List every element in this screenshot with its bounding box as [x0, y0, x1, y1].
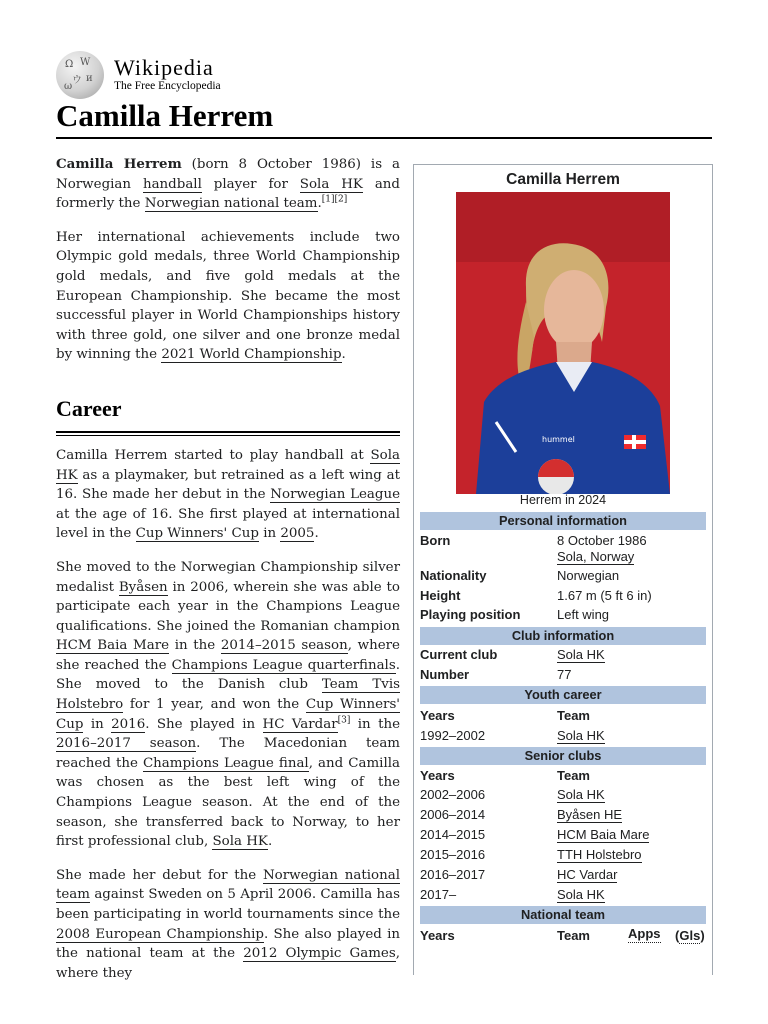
- born-date: 8 October 1986: [557, 533, 647, 548]
- section-heading-career: Career: [56, 395, 122, 421]
- article-body: [56, 155, 400, 997]
- link-hc-vardar[interactable]: HC Vardar: [262, 716, 338, 732]
- text: , and Camilla was chosen as the best left wing of the Champions League season. At the end of the season, she transferred back to Norway, to her first professional club,: [56, 755, 400, 850]
- link-team[interactable]: Sola HK: [557, 728, 605, 743]
- link-2012-olympic-games[interactable]: 2012 Olympic Games: [243, 946, 396, 962]
- section-divider: [56, 431, 400, 436]
- text: She made her debut for the: [56, 867, 263, 883]
- text: She moved to the Norwegian Championship silver medalist: [56, 559, 400, 595]
- link-norwegian-national-team[interactable]: Norwegian national team: [144, 196, 318, 212]
- col-team-label: Team: [557, 928, 590, 943]
- row-born-place: [420, 547, 706, 566]
- link-sola-hk[interactable]: Sola HK: [557, 647, 605, 662]
- link-team[interactable]: HC Vardar: [557, 867, 618, 882]
- career-paragraph-1: [56, 446, 400, 544]
- text: .: [341, 347, 346, 363]
- link-cup-winners-cup[interactable]: Cup Winners' Cup: [135, 526, 259, 542]
- section-header-personal: Personal information: [420, 512, 706, 530]
- row-label: Number: [420, 667, 470, 682]
- link-sola-hk[interactable]: Sola HK: [299, 176, 363, 192]
- text: in 2006, wherein she was able to participate each year in the Champions League qualifications. She joined the Romanian champion: [56, 579, 400, 634]
- table-row: [420, 785, 706, 804]
- link-champions-league-quarterfinals[interactable]: Champions League quarterfinals: [171, 657, 396, 673]
- page-title: Camilla Herrem: [56, 98, 274, 133]
- goals-abbr[interactable]: Gls: [679, 928, 701, 943]
- row-years: 2014–2015: [420, 827, 486, 842]
- text: in the: [169, 638, 221, 654]
- text: in the: [350, 716, 400, 732]
- section-header-senior: Senior clubs: [420, 747, 706, 765]
- text: (born 8 October 1986) is a Norwegian: [56, 157, 400, 192]
- text: . The Macedonian team reached the: [56, 736, 401, 771]
- link-team[interactable]: Byåsen HE: [557, 807, 623, 822]
- title-divider: [56, 137, 712, 139]
- player-photo-image: [456, 192, 670, 494]
- row-height: [420, 586, 706, 605]
- table-row: [420, 845, 706, 864]
- row-label: Born: [420, 533, 451, 548]
- section-header-youth: Youth career: [420, 686, 706, 704]
- row-current-club: [420, 645, 706, 664]
- site-header: [56, 54, 221, 96]
- link-norwegian-league[interactable]: Norwegian League: [270, 487, 400, 503]
- text: in: [83, 716, 112, 732]
- wikipedia-globe-icon[interactable]: Ω W ウ и ω: [56, 51, 104, 99]
- row-value: Left wing: [557, 607, 610, 622]
- text: player for: [201, 176, 300, 192]
- link-hcm-baia-mare[interactable]: HCM Baia Mare: [56, 638, 170, 654]
- link-2016-2017-season[interactable]: 2016–2017 season: [56, 736, 197, 752]
- section-header-national: National team: [420, 906, 706, 924]
- link-cup-winners-cup[interactable]: Cup Winners' Cup: [56, 697, 400, 732]
- text: , where she reached the: [56, 638, 400, 673]
- col-team-label: Team: [557, 708, 590, 723]
- link-team[interactable]: Sola HK: [557, 787, 605, 802]
- link-team-tvis-holstebro[interactable]: Team Tvis Holstebro: [56, 677, 400, 713]
- text: .: [314, 526, 319, 542]
- row-number: [420, 665, 706, 684]
- reference-1[interactable]: [1]: [321, 194, 335, 205]
- article-subject: Camilla Herrem: [56, 156, 182, 172]
- row-label: Height: [420, 588, 461, 603]
- link-sola-hk[interactable]: Sola HK: [56, 447, 400, 483]
- link-2014-2015-season[interactable]: 2014–2015 season: [220, 638, 348, 654]
- text: , where they: [56, 946, 400, 981]
- col-years-label: Years: [420, 928, 455, 943]
- table-row: [420, 885, 706, 904]
- link-team[interactable]: TTH Holstebro: [557, 847, 642, 862]
- col-years-label: Years: [420, 708, 455, 723]
- site-tagline: The Free Encyclopedia: [114, 80, 221, 92]
- reference-2[interactable]: [2]: [334, 194, 348, 205]
- link-champions-league-final[interactable]: Champions League final: [142, 755, 309, 771]
- text: .: [267, 834, 273, 850]
- row-years: 2002–2006: [420, 787, 486, 802]
- row-years: 2015–2016: [420, 847, 486, 862]
- section-header-club: Club information: [420, 627, 706, 645]
- col-team-label: Team: [557, 768, 590, 783]
- text: . She played in: [145, 716, 263, 732]
- paren-close: ): [700, 928, 705, 943]
- row-years: 2016–2017: [420, 867, 486, 882]
- row-senior-header: [420, 766, 706, 785]
- row-label: Nationality: [420, 568, 487, 583]
- career-paragraph-3: [56, 866, 400, 984]
- wikipedia-wordmark[interactable]: [114, 57, 221, 93]
- text: Her international achievements include two Olympic gold medals, three World Championship gold medals, and five gold medals at the European Championship. She became the most successful player in World Championships history with three gold, one silver and one bronze medal by winning the: [56, 229, 400, 363]
- text: . She also played in the national team at the: [56, 926, 400, 962]
- infobox-title: Camilla Herrem: [506, 171, 620, 188]
- row-label: Playing position: [420, 607, 521, 622]
- row-value: 77: [557, 667, 572, 682]
- svg-text:hummel: hummel: [542, 435, 575, 444]
- link-sola-norway[interactable]: Sola, Norway: [557, 549, 635, 564]
- site-name: Wikipedia: [114, 55, 214, 80]
- row-years: 1992–2002: [420, 728, 486, 743]
- text: and formerly the: [56, 176, 401, 212]
- link-norwegian-national-team[interactable]: Norwegian national team: [56, 867, 401, 903]
- text: for 1 year, and won the: [123, 697, 306, 713]
- row-value: Norwegian: [557, 568, 620, 583]
- row-youth-header: [420, 706, 706, 725]
- col-goals-label: [675, 926, 705, 945]
- row-playing-position: [420, 605, 706, 624]
- col-apps-label[interactable]: Apps: [628, 926, 661, 941]
- link-2008-european-championship[interactable]: 2008 European Championship: [56, 926, 264, 942]
- intro-paragraph-1: [56, 155, 400, 214]
- text: in: [258, 526, 281, 542]
- row-nationality: [420, 566, 706, 585]
- link-team[interactable]: Sola HK: [557, 887, 605, 902]
- intro-paragraph-2: [56, 228, 400, 365]
- col-years-label: Years: [420, 768, 455, 783]
- text: as a playmaker, but retrained as a left wing at 16. She made her debut in the: [56, 467, 400, 503]
- text: at the age of 16. She first played at international level in the: [56, 506, 400, 542]
- link-2005[interactable]: 2005: [280, 526, 315, 542]
- paren-open: (: [675, 928, 680, 943]
- row-years: 2006–2014: [420, 807, 486, 822]
- link-2021-world-championship[interactable]: 2021 World Championship: [161, 347, 342, 363]
- link-byasen[interactable]: Byåsen: [118, 579, 168, 595]
- link-2016[interactable]: 2016: [111, 716, 146, 732]
- link-sola-hk[interactable]: Sola HK: [212, 834, 268, 850]
- career-paragraph-2: [56, 558, 400, 852]
- text: .: [317, 196, 322, 212]
- text: against Sweden on 5 April 2006. Camilla has been participating in world tournaments since the: [56, 887, 400, 922]
- reference-3[interactable]: [3]: [337, 715, 351, 726]
- photo-caption: Herrem in 2024: [519, 493, 607, 507]
- table-row: [420, 805, 706, 824]
- table-row: [420, 825, 706, 844]
- table-row: [420, 726, 706, 745]
- row-national-header: [420, 926, 706, 945]
- link-team[interactable]: HCM Baia Mare: [557, 827, 650, 842]
- text: . She moved to the Danish club: [56, 657, 400, 693]
- row-label: Current club: [420, 647, 498, 662]
- text: Camilla Herrem started to play handball at: [56, 447, 371, 463]
- table-row: [420, 865, 706, 884]
- player-photo[interactable]: [456, 192, 670, 494]
- link-handball[interactable]: handball: [142, 176, 202, 192]
- row-value: 1.67 m (5 ft 6 in): [557, 588, 652, 603]
- infobox: [413, 164, 713, 975]
- row-years: 2017–: [420, 887, 457, 902]
